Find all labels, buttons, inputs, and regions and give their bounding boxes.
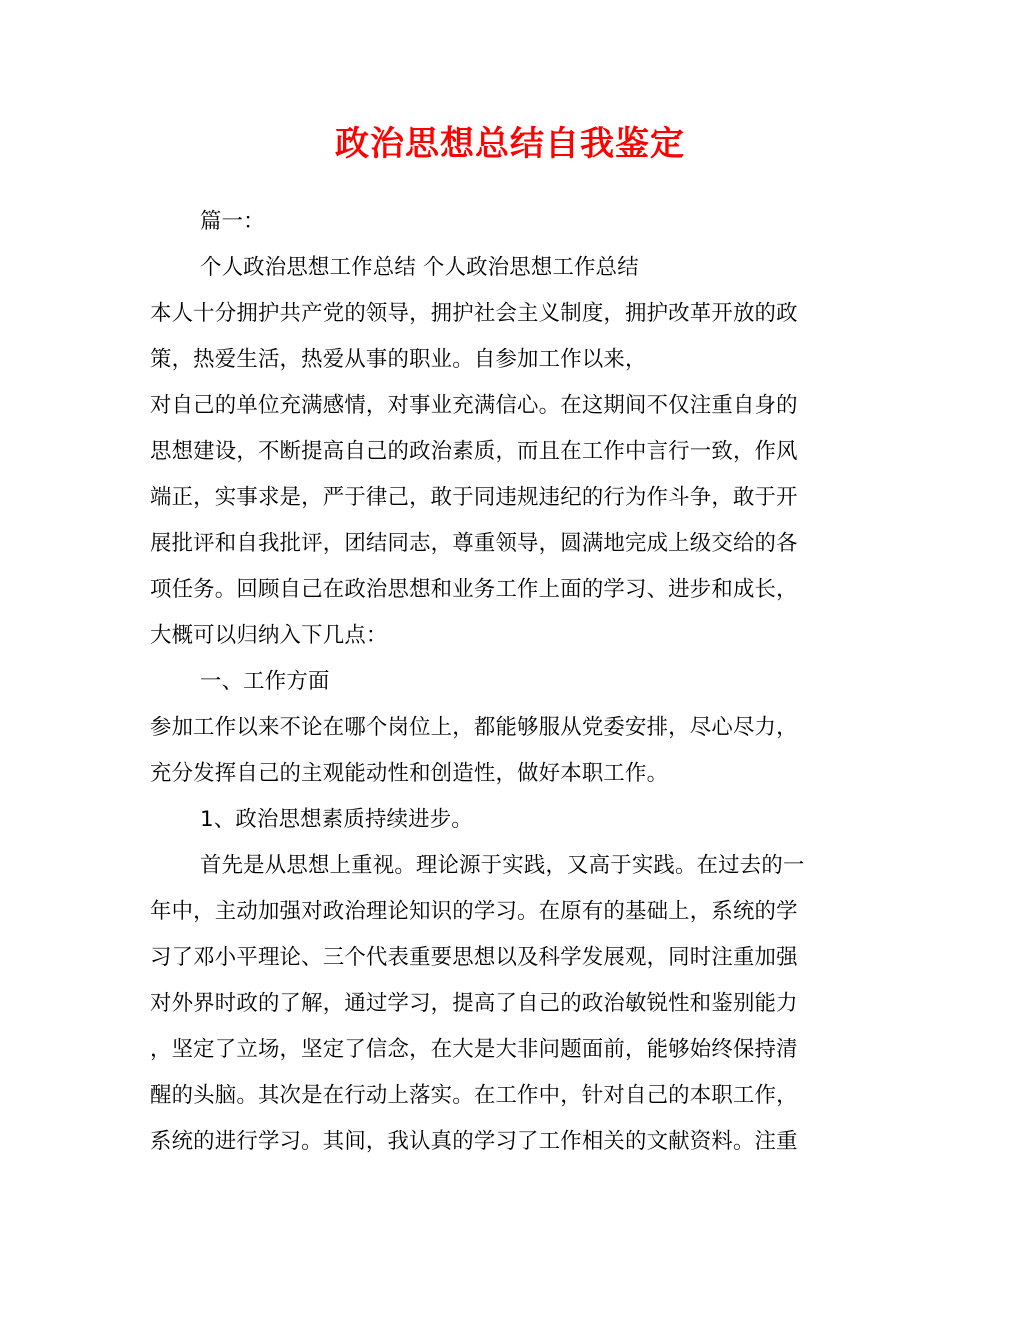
paragraph-line: 对外界时政的了解，通过学习，提高了自己的政治敏锐性和鉴别能力: [150, 991, 798, 1016]
paragraph-line: 篇一：: [200, 209, 265, 234]
document-title: 政治思想总结自我鉴定: [335, 124, 685, 164]
paragraph-line: 项任务。回顾自己在政治思想和业务工作上面的学习、进步和成长，: [150, 577, 798, 602]
paragraph-line: 一、工作方面: [200, 669, 330, 694]
paragraph-line: 端正，实事求是，严于律己，敢于同违规违纪的行为作斗争，敢于开: [150, 485, 798, 510]
paragraph-line: 本人十分拥护共产党的领导，拥护社会主义制度，拥护改革开放的政: [150, 301, 798, 326]
paragraph-line: 思想建设，不断提高自己的政治素质，而且在工作中言行一致，作风: [150, 439, 798, 464]
paragraph-line: 系统的进行学习。其间，我认真的学习了工作相关的文献资料。注重: [150, 1129, 798, 1154]
paragraph-line: 醒的头脑。其次是在行动上落实。在工作中，针对自己的本职工作，: [150, 1083, 798, 1108]
paragraph-line: 展批评和自我批评，团结同志，尊重领导，圆满地完成上级交给的各: [150, 531, 798, 556]
paragraph-line: 策，热爱生活，热爱从事的职业。自参加工作以来，: [150, 347, 647, 372]
paragraph-line: 参加工作以来不论在哪个岗位上，都能够服从党委安排，尽心尽力，: [150, 715, 798, 740]
paragraph-line: 习了邓小平理论、三个代表重要思想以及科学发展观，同时注重加强: [150, 945, 798, 970]
paragraph-line: 首先是从思想上重视。理论源于实践，又高于实践。在过去的一: [200, 853, 805, 878]
paragraph-line: ，坚定了立场，坚定了信念，在大是大非问题面前，能够始终保持清: [150, 1037, 798, 1062]
paragraph-line: 1、政治思想素质持续进步。: [200, 807, 473, 832]
paragraph-line: 充分发挥自己的主观能动性和创造性，做好本职工作。: [150, 761, 669, 786]
paragraph-line: 个人政治思想工作总结 个人政治思想工作总结: [200, 255, 639, 280]
paragraph-line: 对自己的单位充满感情，对事业充满信心。在这期间不仅注重自身的: [150, 393, 798, 418]
paragraph-line: 年中，主动加强对政治理论知识的学习。在原有的基础上，系统的学: [150, 899, 798, 924]
paragraph-line: 大概可以归纳入下几点：: [150, 623, 388, 648]
